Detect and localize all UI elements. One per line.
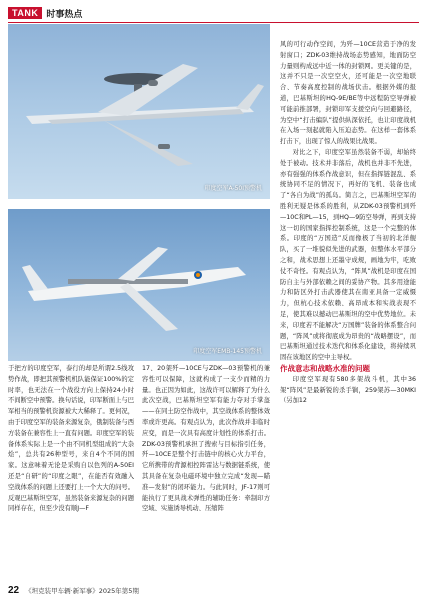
magazine-logo: TANK xyxy=(8,7,42,19)
photo-caption: 印度空军EMB-145预警机 xyxy=(193,348,262,355)
bottom-middle-text-column xyxy=(142,364,270,515)
subheading: 作战意志和战略水准的问题 xyxy=(280,363,370,373)
photo-caption: 印度空军A-50I预警机 xyxy=(204,185,262,192)
page-number: 22 xyxy=(8,584,20,596)
section-title: 时事热点 xyxy=(46,9,83,20)
body-paragraph: 对比之下，印度空军虽然装备不弱，却始终处于被动。技术并非落后，战机也并非不先进，亦有强强的体系作战意识，但在指挥链混乱、系统协同不足的情况下，再好的飞机、装备也成了“各自为战”的孤岛。简言之，巴基斯坦空军的胜利无疑是体系的胜利，从ZDK-03预警机到歼—10C和PL—15，到HQ—9防空导弹，再到支持这一切的国家指挥控制系统，这是一个完整的体系。印度的“万国造”反而像极了当初的北洋舰队，买了一堆貌似先进的武器，但整体水平部分之和，战术思想上还墨守成规，画地为牢，吃败仗不奇怪。有观点认为，“阵风”战机是印度在国防自主与外部依赖之间的妥协产物。其多用途能力和防区外打击武器使其在南亚具备一定威慑力，但杭心技术依赖、高昂成本和实战表现不足，使其难以撼动巴基斯坦的空中优势地位。未来，印度若不能解决“万国牌”装备的体系整合问题，“阵风”或将彻底成为昂贵的“战略摆设”，而巴基斯坦通过技术迭代和体系化建设，将持续巩固在该地区的空中主导权。 xyxy=(280,148,416,362)
header-rule xyxy=(8,22,419,23)
a50-awacs-photo xyxy=(8,24,270,199)
magazine-issue: 《坦克装甲车辆·新军事》2025年第5期 xyxy=(25,586,139,595)
body-paragraph: 于把方的印度空军，泰行的却是所谓2.5线攻势作战，即把其预警机机队能保证100%的定时率，也无法在一个战役方向上保持24小时不间断空中预警。换句话说，印军断面上与巴军相当的预警机资源被大大稀释了。更何况，由于印度空军的装备来源复杂，俄制装备与西方装备在兼容性上一直有问题。印度空军的装备体系实际上是一个由不同机型组成的“大杂烩”，总共有26种型号，来自4个不同的国家。这意味着无论是采购自以色列的A-50EI还是“自研”的“印度之眼”，在能否有效融入空战体系的问题上还要打上一个大大的问号。反观巴基斯坦空军，虽然装备来源复杂的问题同样存在，但至少没有顺J—F xyxy=(8,365,134,513)
right-text-column xyxy=(280,40,416,407)
page-footer xyxy=(8,584,419,596)
emb145-awacs-photo xyxy=(8,209,270,361)
a50-aircraft-illustration xyxy=(8,24,270,199)
body-paragraph: 17、20架歼—10CE与ZDK—03预警机的兼容性可以保障，这就构成了一支少而精的力量。也正因为如此，这战许可以解释了为什么此次空战，巴基斯坦空军有能力夺对手掌盔——在同土防空作战中，其空战体系的整体效率或许更高。有观点认为，此次作战并非临时应变，而是一次具有高度计划性的体系打击。ZDK-03预警机承担了搜索与目标指引任务，歼—10CE是整个打击链中的核心火力平台，它所携带的背源相控阵雷达与数据链系统，使其具备在复杂电磁环境中独立完成“发现—瞄准—发射”的闭环能力。与此同时，JF-17则可能执行了更具战术弹性的辅助任务：牵制印方空域、实施诱导机动、压缩阵 xyxy=(142,365,270,513)
page-header xyxy=(8,6,82,20)
body-paragraph: 印度空军现有580多架战斗机，其中36架“阵风”是最新锐的杀手锏，259架苏—30MKI（另加12 xyxy=(280,375,416,405)
bottom-left-text-column xyxy=(8,364,134,515)
emb145-aircraft-illustration xyxy=(8,209,270,361)
body-paragraph: 风的可行动作空间，为歼—10CE营造于净的发射窗口；ZDK-03维持战场态势感知，地面防空力量则构成远中近一体的封锁网。更关键的是，这并不只是一次空空火，还可能是一次空地联合、节奏高度控制的战场伏击。根据外媒的报道，巴基斯坦的HQ-9E/BE等中远程防空导弹被可能前推部署，封锁印军支援空向与回避路径，为空中“打击编队”提供纵深依托，也让印度战机在入场一刻起就陷入压迫态势。在这样一套体系打击下，出现了惊人的战果比战果。 xyxy=(280,41,416,146)
